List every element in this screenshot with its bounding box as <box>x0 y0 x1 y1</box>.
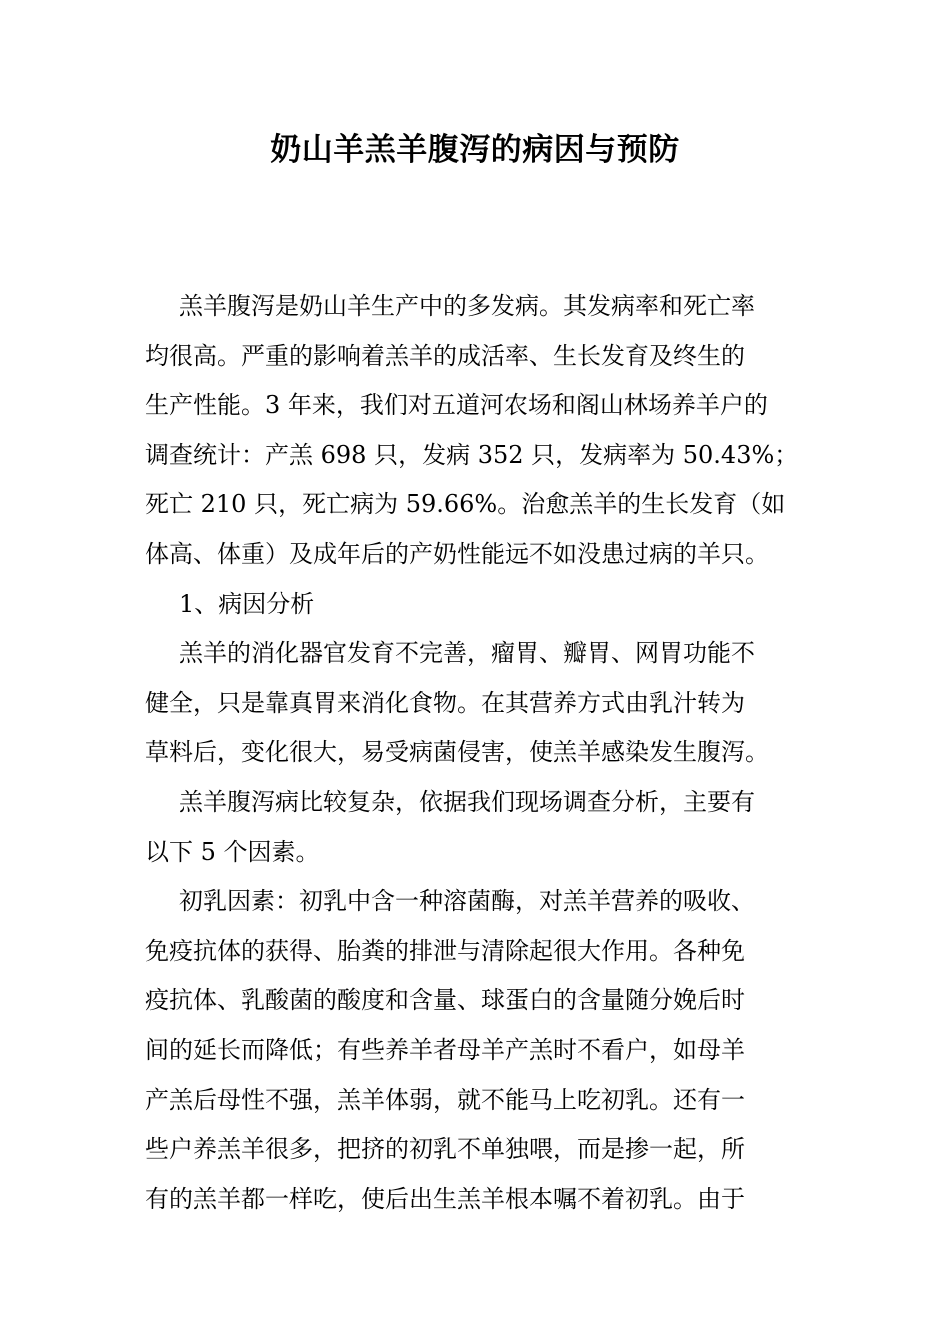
document-title: 奶山羊羔羊腹泻的病因与预防 <box>270 132 680 168</box>
text-line: 有的羔羊都一样吃，使后出生羔羊根本嘱不着初乳。由于 <box>145 1184 745 1213</box>
paragraph-digestive <box>145 629 805 778</box>
text-line: 免疫抗体的获得、胎粪的排泄与清除起很大作用。各种免 <box>145 936 745 965</box>
section-heading-cause-analysis <box>145 580 805 630</box>
paragraph-intro <box>145 282 805 580</box>
text-line: 健全，只是靠真胃来消化食物。在其营养方式由乳汁转为 <box>145 688 745 717</box>
text-line: 产羔后母性不强，羔羊体弱，就不能马上吃初乳。还有一 <box>145 1085 745 1114</box>
text-line: 均很高。严重的影响着羔羊的成活率、生长发育及终生的 <box>145 341 745 370</box>
document-body <box>145 282 805 1224</box>
paragraph-colostrum <box>145 877 805 1224</box>
text-line: 羔羊腹泻是奶山羊生产中的多发病。其发病率和死亡率 <box>179 292 755 320</box>
text-line: 疫抗体、乳酸菌的酸度和含量、球蛋白的含量随分娩后时 <box>145 986 745 1015</box>
text-line: 羔羊腹泻病比较复杂，依据我们现场调查分析，主要有 <box>179 787 755 816</box>
paragraph-factors <box>145 778 805 877</box>
text-line: 生产性能。3 年来，我们对五道河农场和阁山林场养羊户的 <box>145 391 768 420</box>
text-line: 些户养羔羊很多，把挤的初乳不单独喂，而是掺一起，所 <box>145 1135 745 1164</box>
text-line: 羔羊的消化器官发育不完善，瘤胃、瓣胃、网胃功能不 <box>179 639 755 668</box>
text-line: 调查统计：产羔 698 只，发病 352 只，发病率为 50.43%； <box>145 440 799 469</box>
text-line: 草料后，变化很大，易受病菌侵害，使羔羊感染发生腹泻。 <box>145 738 769 767</box>
text-line: 初乳因素：初乳中含一种溶菌酶，对羔羊营养的吸收、 <box>179 887 755 916</box>
text-line: 死亡 210 只，死亡病为 59.66%。治愈羔羊的生长发育（如 <box>145 490 786 519</box>
text-line: 体高、体重）及成年后的产奶性能远不如没患过病的羊只。 <box>145 539 769 568</box>
text-line: 以下 5 个因素。 <box>145 837 320 866</box>
text-line: 1、病因分析 <box>179 589 315 618</box>
text-line: 间的延长而降低；有些养羊者母羊产羔时不看户，如母羊 <box>145 1035 745 1064</box>
